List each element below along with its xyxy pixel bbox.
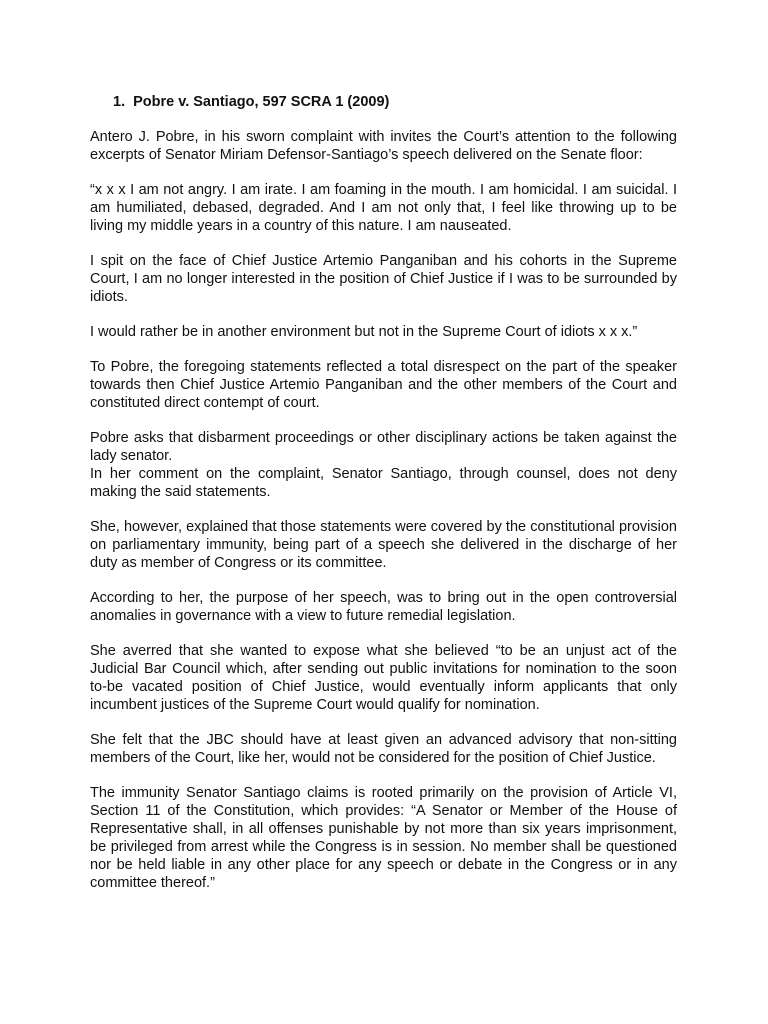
- paragraph-jbc-advisory: She felt that the JBC should have at least given an advanced advisory that non-sitting members of the Court, like her, would not be considered for the position of Chief Justice.: [90, 732, 677, 766]
- paragraph-complaint-intro: Antero J. Pobre, in his sworn complaint with invites the Court’s attention to the following excerpts of Senator Miriam Defensor-Santiago’s speech delivered on the Senate floor:: [90, 129, 677, 163]
- paragraph-disrespect: To Pobre, the foregoing statements reflected a total disrespect on the part of the speaker towards then Chief Justice Artemio Panganiban and the other members of the Court and constituted direct contempt of court.: [90, 359, 677, 411]
- paragraph-quote-1: “x x x I am not angry. I am irate. I am foaming in the mouth. I am homicidal. I am suicidal. I am humiliated, debased, degraded. And I am not only that, I feel like throwing up to be living my middle years in a country of this nature. I am nauseated.: [90, 182, 677, 234]
- paragraph-quote-2: I spit on the face of Chief Justice Artemio Panganiban and his cohorts in the Supreme Court, I am no longer interested in the position of Chief Justice if I was to be surrounded by idiots.: [90, 253, 677, 305]
- paragraph-article-vi: The immunity Senator Santiago claims is rooted primarily on the provision of Article VI, Section 11 of the Constitution, which provides: “A Senator or Member of the House of Representative shall, in all offenses punishable by not more than six years imprisonment, be privileged from arrest while the Congress is in session. No member shall be questioned nor be held liable in any other place for any speech or debate in the Congress or in any committee thereof.”: [90, 785, 677, 891]
- case-heading: [113, 93, 677, 111]
- paragraph-quote-3: I would rather be in another environment but not in the Supreme Court of idiots x x x.”: [90, 324, 638, 340]
- case-title: Pobre v. Santiago, 597 SCRA 1 (2009): [133, 94, 390, 110]
- case-number: 1.: [113, 94, 126, 110]
- paragraph-comment: In her comment on the complaint, Senator Santiago, through counsel, does not deny making the said statements.: [90, 466, 677, 500]
- document-page: [90, 93, 677, 909]
- paragraph-jbc-expose: She averred that she wanted to expose what she believed “to be an unjust act of the Judicial Bar Council which, after sending out public invitations for nomination to the soon to-be vacated position of Chief Justice, would eventually inform applicants that only incumbent justices of the Supreme Court would qualify for nomination.: [90, 643, 677, 713]
- paragraph-immunity-claim: She, however, explained that those statements were covered by the constitutional provision on parliamentary immunity, being part of a speech she delivered in the discharge of her duty as member of Congress or its committee.: [90, 519, 677, 571]
- paragraph-purpose: According to her, the purpose of her speech, was to bring out in the open controversial anomalies in governance with a view to future remedial legislation.: [90, 590, 677, 624]
- paragraph-disbarment: Pobre asks that disbarment proceedings or other disciplinary actions be taken against the lady senator.: [90, 430, 677, 464]
